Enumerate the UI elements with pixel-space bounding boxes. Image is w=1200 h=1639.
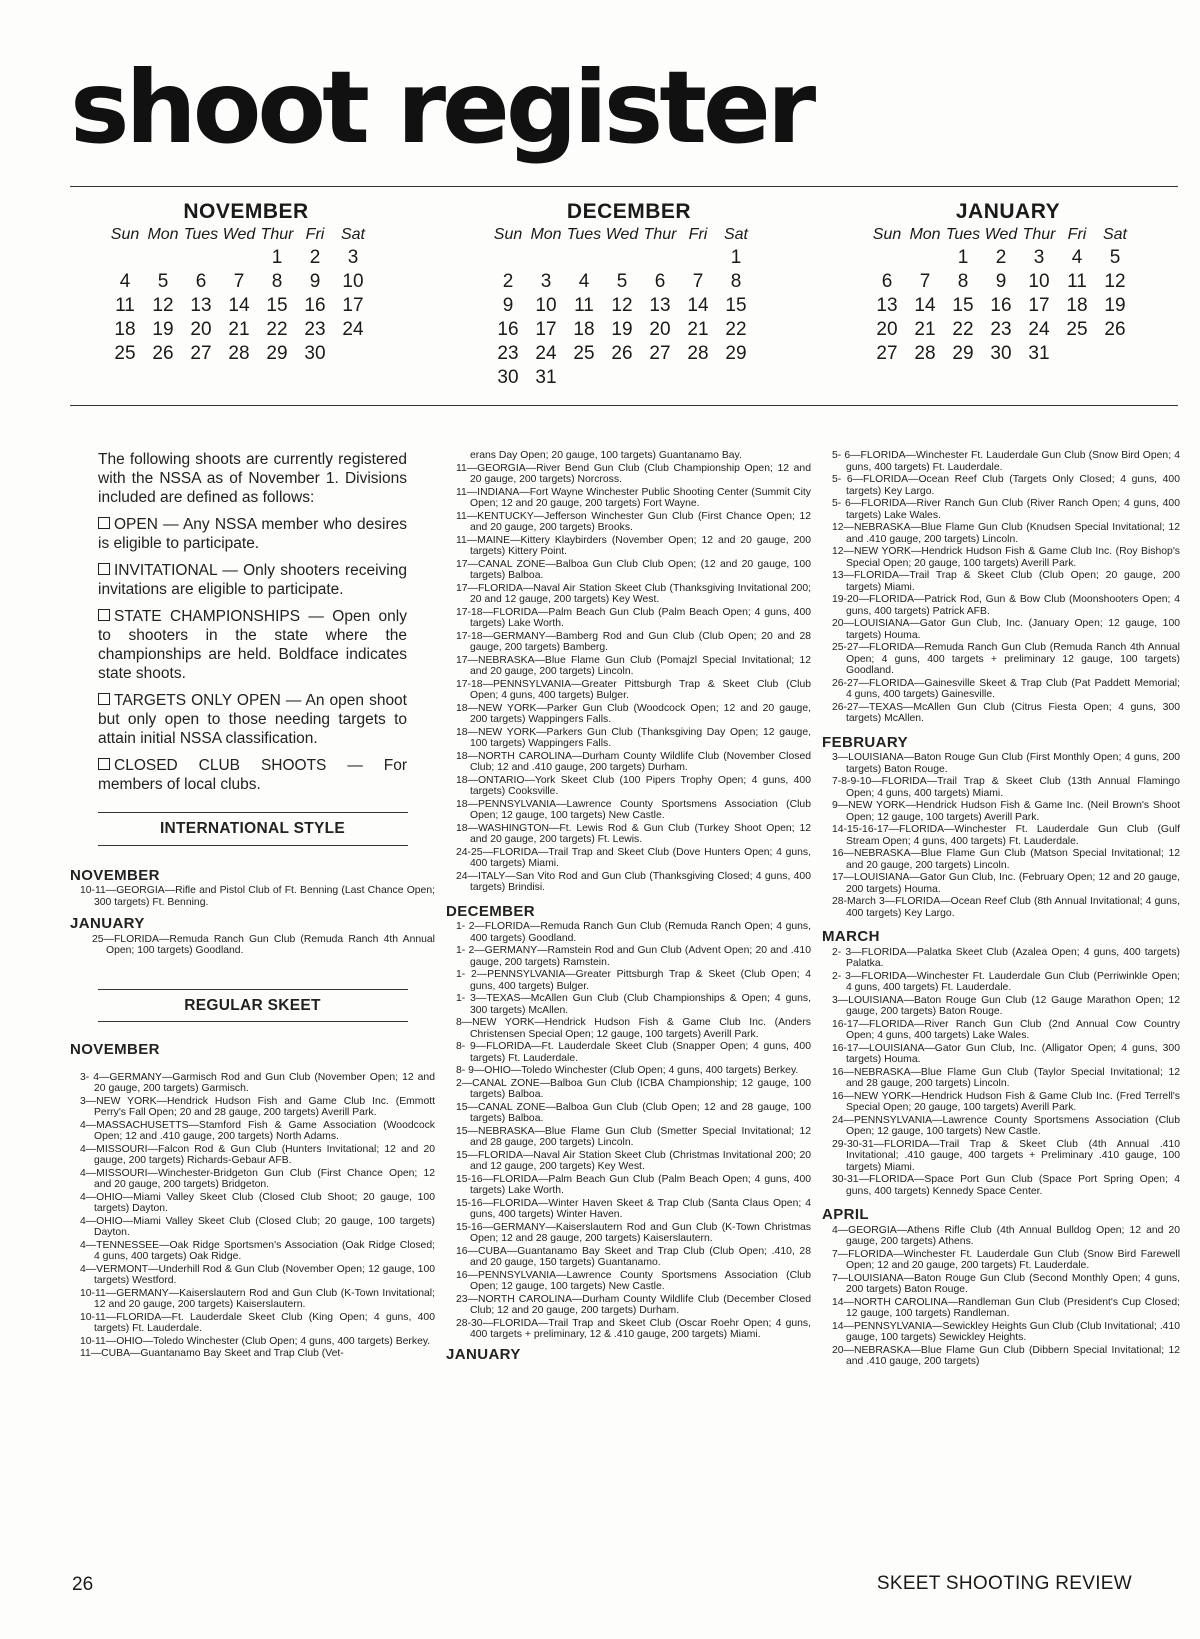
list-item: 16—NEBRASKA—Blue Flame Gun Club (Matson Special Invitational; 12 and 20 gauge, 200 targets) Lincoln. xyxy=(832,848,1180,871)
calendar-day: 1 xyxy=(730,247,742,268)
list-item: 12—NEBRASKA—Blue Flame Gun Club (Knudsen Special Invitational; 12 and .410 gauge, 200 targets) Lincoln. xyxy=(832,522,1180,545)
list-item: 11—MAINE—Kittery Klaybirders (November Open; 12 and 20 gauge, 200 targets) Kittery Point. xyxy=(456,534,811,557)
calendar-day: 15 xyxy=(266,295,288,316)
weekday-label: Sun xyxy=(872,226,902,243)
calendar-day: 28 xyxy=(687,343,709,364)
list-item: 10-11—FLORIDA—Ft. Lauderdale Skeet Club (King Open; 4 guns, 400 targets) Ft. Lauderdale. xyxy=(80,1311,435,1334)
calendar-day xyxy=(603,246,641,270)
magazine-name: SKEET SHOOTING REVIEW xyxy=(876,1573,1132,1594)
calendar-day: 18 xyxy=(1066,295,1088,316)
calendar-day: 20 xyxy=(190,319,212,340)
list-item: 18—NORTH CAROLINA—Durham County Wildlife Club (November Closed Club; 12 and .410 gauge, 200 targets) Durham. xyxy=(456,750,811,773)
list-item: 4—OHIO—Miami Valley Skeet Club (Closed Club; 20 gauge, 100 targets) Dayton. xyxy=(80,1215,435,1238)
category-invitational: INVITATIONAL — Only shooters receiving invitations are eligible to participate. xyxy=(98,562,407,598)
calendar-day: 14 xyxy=(687,295,709,316)
list-item: 7-8-9-10—FLORIDA—Trail Trap & Skeet Club (13th Annual Flamingo Open; 4 guns, 400 targets) Miami. xyxy=(832,776,1180,799)
calendar-day: 8 xyxy=(271,271,283,292)
list-item: 3—LOUISIANA—Baton Rouge Gun Club (12 Gauge Marathon Open; 12 gauge, 200 targets) Baton Rouge. xyxy=(832,994,1180,1017)
calendar-day xyxy=(220,246,258,270)
weekday-label: Sun xyxy=(110,226,140,243)
weekday-label: Thur xyxy=(643,226,677,243)
calendar-day: 4 xyxy=(119,271,131,292)
calendar-day-grid xyxy=(489,246,769,390)
intro-text: The following shoots are currently registered with the NSSA as of November 1. Divisions included are defined as follows: xyxy=(98,451,407,506)
calendar-day: 10 xyxy=(1028,271,1050,292)
calendar-day: 27 xyxy=(876,343,898,364)
column-1 xyxy=(70,450,435,1361)
list-item: 1- 2—GERMANY—Ramstein Rod and Gun Club (Advent Open; 20 and .410 gauge, 200 targets) Ramstein. xyxy=(456,945,811,968)
calendar-day: 7 xyxy=(233,271,245,292)
calendar-day: 6 xyxy=(881,271,893,292)
calendar-day: 14 xyxy=(228,295,250,316)
calendar-day: 15 xyxy=(952,295,974,316)
list-item: 18—NEW YORK—Parker Gun Club (Woodcock Open; 12 and 20 gauge, 200 targets) Wappingers Falls. xyxy=(456,702,811,725)
calendar-day: 26 xyxy=(611,343,633,364)
month-heading: DECEMBER xyxy=(446,902,536,920)
list-item: 28-30—FLORIDA—Trail Trap and Skeet Club (Oscar Roehr Open; 4 guns, 400 targets + preliminary, 12 & .410 gauge, 200 targets) Miami. xyxy=(456,1317,811,1340)
list-item: 8—NEW YORK—Hendrick Hudson Fish & Game Club Inc. (Anders Christensen Special Open; 12 gauge, 100 targets) Averill Park. xyxy=(456,1017,811,1040)
calendar-day xyxy=(603,366,641,390)
list-item: 4—MISSOURI—Falcon Rod & Gun Club (Hunters Invitational; 12 and 20 gauge, 200 targets) Richards-Gebaur AFB. xyxy=(80,1143,435,1166)
weekday-label: Mon xyxy=(530,226,562,243)
calendar-day: 13 xyxy=(190,295,212,316)
weekday-label: Wed xyxy=(984,226,1018,243)
month-heading: JANUARY xyxy=(446,1345,521,1363)
calendar-day: 26 xyxy=(152,343,174,364)
category-state: STATE CHAMPIONSHIPS — Open only to shooters in the state where the championships are held. Boldface indicates state shoots. xyxy=(98,608,407,682)
calendar-weekday-row xyxy=(868,226,1148,244)
calendar-day: 8 xyxy=(730,271,742,292)
entry-list-col2-nov xyxy=(446,463,811,894)
calendar-day xyxy=(868,246,906,270)
list-item: 3—NEW YORK—Hendrick Hudson Fish and Game Club Inc. (Emmott Perry's Fall Open; 20 and 28 gauge, 200 targets) Averill Park. xyxy=(80,1095,435,1118)
column-3 xyxy=(822,450,1180,1369)
calendar-day: 5 xyxy=(157,271,169,292)
top-divider xyxy=(70,186,1178,187)
calendar-day: 13 xyxy=(876,295,898,316)
calendar-day: 29 xyxy=(952,343,974,364)
calendar-day: 23 xyxy=(304,319,326,340)
list-item: 10-11—GERMANY—Kaiserslautern Rod and Gun Club (K-Town Invitational; 12 and 20 gauge, 200 targets) Kaiserslautern. xyxy=(80,1287,435,1310)
calendar-day xyxy=(641,246,679,270)
calendar-day: 11 xyxy=(574,295,594,316)
list-item: 8- 9—FLORIDA—Ft. Lauderdale Skeet Club (Snapper Open; 4 guns, 400 targets) Ft. Lauderdale. xyxy=(456,1041,811,1064)
calendar-day: 28 xyxy=(914,343,936,364)
calendar-day: 7 xyxy=(919,271,931,292)
calendar-day: 5 xyxy=(616,271,628,292)
calendar-day: 11 xyxy=(1067,271,1087,292)
list-item: 3—LOUISIANA—Baton Rouge Gun Club (First Monthly Open; 4 guns, 200 targets) Baton Rouge. xyxy=(832,752,1180,775)
calendar-day xyxy=(641,366,679,390)
calendar-day: 5 xyxy=(1109,247,1121,268)
list-item: 14—NORTH CAROLINA—Randleman Gun Club (President's Cup Closed; 12 gauge, 100 targets) Randleman. xyxy=(832,1296,1180,1319)
list-item: 11—CUBA—Guantanamo Bay Skeet and Trap Club (Vet- xyxy=(80,1348,344,1359)
category-open: OPEN — Any NSSA member who desires is eligible to participate. xyxy=(98,516,407,552)
list-item: 23—NORTH CAROLINA—Durham County Wildlife Club (December Closed Club; 12 and 20 gauge, 200 targets) Durham. xyxy=(456,1293,811,1316)
calendar-day: 3 xyxy=(1033,247,1045,268)
calendar-weekday-row xyxy=(106,226,386,244)
month-heading: APRIL xyxy=(822,1206,869,1223)
list-item: 16—PENNSYLVANIA—Lawrence County Sportsmens Association (Club Open; 12 gauge, 100 targets) New Castle. xyxy=(456,1269,811,1292)
list-item: 4—TENNESSEE—Oak Ridge Sportsmen's Association (Oak Ridge Closed; 4 guns, 400 targets) Oak Ridge. xyxy=(80,1239,435,1262)
list-item: 1- 2—PENNSYLVANIA—Greater Pittsburgh Trap & Skeet (Club Open; 4 guns, 400 targets) Bulger. xyxy=(456,969,811,992)
month-heading: MARCH xyxy=(822,928,880,945)
calendar-weekday-row xyxy=(489,226,769,244)
calendar-day: 12 xyxy=(1104,271,1126,292)
calendar-day: 22 xyxy=(952,319,974,340)
list-item: 4—GEORGIA—Athens Rifle Club (4th Annual Bulldog Open; 12 and 20 gauge, 200 targets) Athens. xyxy=(832,1224,1180,1247)
calendar-day: 17 xyxy=(1028,295,1050,316)
calendar-day: 7 xyxy=(692,271,704,292)
calendar-day: 3 xyxy=(540,271,552,292)
entry-list-col3-jan xyxy=(822,450,1180,725)
calendar-day: 10 xyxy=(342,271,364,292)
calendar-day-grid xyxy=(868,246,1148,366)
list-item: 19-20—FLORIDA—Patrick Rod, Gun & Bow Club (Moonshooters Open; 4 guns, 400 targets) Patrick AFB. xyxy=(832,594,1180,617)
calendar-day xyxy=(906,246,944,270)
checkbox-icon xyxy=(98,563,110,575)
weekday-label: Fri xyxy=(305,226,325,243)
list-item: 20—LOUISIANA—Gator Gun Club, Inc. (January Open; 12 gauge, 100 targets) Houma. xyxy=(832,618,1180,641)
entry-list-col1 xyxy=(70,1072,435,1360)
list-item: 7—LOUISIANA—Baton Rouge Gun Club (Second Monthly Open; 4 guns, 200 targets) Baton Rouge. xyxy=(832,1272,1180,1295)
calendar-day: 18 xyxy=(114,319,136,340)
section-title-international: INTERNATIONAL STYLE xyxy=(159,820,346,837)
calendar-november xyxy=(106,200,386,366)
list-item: 4—OHIO—Miami Valley Skeet Club (Closed Club Shoot; 20 gauge, 100 targets) Dayton. xyxy=(80,1191,435,1214)
month-heading: FEBRUARY xyxy=(822,733,908,751)
list-item: 5- 6—FLORIDA—River Ranch Gun Club (River Ranch Open; 4 guns, 400 targets) Lake Wales. xyxy=(832,498,1180,521)
calendar-day: 24 xyxy=(342,319,364,340)
list-item: 4—VERMONT—Underhill Rod & Gun Club (November Open; 12 gauge, 100 targets) Westford. xyxy=(80,1263,435,1286)
calendar-day: 16 xyxy=(497,319,519,340)
calendar-day: 9 xyxy=(995,271,1007,292)
weekday-label: Fri xyxy=(688,226,708,243)
calendar-day: 3 xyxy=(347,247,359,268)
calendar-month-name: NOVEMBER xyxy=(183,200,309,223)
calendar-day: 16 xyxy=(990,295,1012,316)
list-item: 10-11—GEORGIA—Rifle and Pistol Club of Ft. Benning (Last Chance Open; 300 targets) Ft. Benning. xyxy=(80,885,435,908)
list-item: 16—NEW YORK—Hendrick Hudson Fish & Game Club Inc. (Fred Terrell's Special Open; 20 gauge, 100 targets) Averill Park. xyxy=(832,1090,1180,1113)
weekday-label: Thur xyxy=(260,226,294,243)
calendar-day: 4 xyxy=(1071,247,1083,268)
weekday-label: Thur xyxy=(1022,226,1056,243)
list-item: 3- 4—GERMANY—Garmisch Rod and Gun Club (November Open; 12 and 20 gauge, 200 targets) Garmisch. xyxy=(80,1071,435,1094)
list-item: 25—FLORIDA—Remuda Ranch Gun Club (Remuda Ranch 4th Annual Open; 100 targets) Goodland. xyxy=(92,933,435,956)
calendar-month-name: DECEMBER xyxy=(566,200,692,223)
month-heading: NOVEMBER xyxy=(70,1041,160,1058)
calendar-day: 6 xyxy=(654,271,666,292)
list-item: 28-March 3—FLORIDA—Ocean Reef Club (8th Annual Invitational; 4 guns, 400 targets) Key Largo. xyxy=(832,896,1180,919)
calendar-day: 13 xyxy=(649,295,671,316)
calendar-day xyxy=(1096,342,1134,366)
calendar-day: 8 xyxy=(957,271,969,292)
list-item: 11—KENTUCKY—Jefferson Winchester Gun Club (First Chance Open; 12 and 20 gauge, 200 targets) Brooks. xyxy=(456,510,811,533)
weekday-label: Sat xyxy=(723,226,748,243)
list-item: 24—ITALY—San Vito Rod and Gun Club (Thanksgiving Closed; 4 guns, 400 targets) Brindisi. xyxy=(456,870,811,893)
category-closed-club: CLOSED CLUB SHOOTS — For members of local clubs. xyxy=(98,757,407,793)
list-item: 26-27—FLORIDA—Gainesville Skeet & Trap Club (Pat Paddett Memorial; 4 guns, 400 targets) Gainesville. xyxy=(832,677,1180,700)
calendar-day: 25 xyxy=(1066,319,1088,340)
list-item: 26-27—TEXAS—McAllen Gun Club (Citrus Fiesta Open; 4 guns, 300 targets) McAllen. xyxy=(832,701,1180,724)
calendar-day: 2 xyxy=(995,247,1007,268)
weekday-label: Tues xyxy=(183,226,219,243)
list-item: 2- 3—FLORIDA—Palatka Skeet Club (Azalea Open; 4 guns, 400 targets) Palatka. xyxy=(832,946,1180,969)
entry-list-col3-mar xyxy=(822,947,1180,1198)
calendar-day: 21 xyxy=(228,319,250,340)
calendar-day xyxy=(1058,342,1096,366)
list-item: 14-15-16-17—FLORIDA—Winchester Ft. Lauderdale Gun Club (Gulf Stream Open; 4 guns, 400 targets) Ft. Lauderdale. xyxy=(832,824,1180,847)
list-item: 5- 6—FLORIDA—Winchester Ft. Lauderdale Gun Club (Snow Bird Open; 4 guns, 400 targets) Ft. Lauderdale. xyxy=(832,450,1180,473)
weekday-label: Wed xyxy=(222,226,256,243)
calendar-day: 30 xyxy=(990,343,1012,364)
calendar-day: 17 xyxy=(535,319,557,340)
calendar-day: 16 xyxy=(304,295,326,316)
month-heading: NOVEMBER xyxy=(70,866,160,884)
weekday-label: Mon xyxy=(147,226,179,243)
calendar-day: 27 xyxy=(190,343,212,364)
list-item: 1- 2—FLORIDA—Remuda Ranch Gun Club (Remuda Ranch Open; 4 guns, 400 targets) Goodland. xyxy=(456,921,811,944)
calendar-day xyxy=(144,246,182,270)
divider xyxy=(98,812,408,813)
list-item: 11—INDIANA—Fort Wayne Winchester Public Shooting Center (Summit City Open; 12 and 20 gauge, 200 targets) Fort Wayne. xyxy=(456,486,811,509)
list-item: 15—CANAL ZONE—Balboa Gun Club (Club Open; 12 and 28 gauge, 100 targets) Balboa. xyxy=(456,1101,811,1124)
divider xyxy=(98,989,408,990)
calendar-day: 2 xyxy=(502,271,514,292)
calendar-bottom-divider xyxy=(70,405,1178,406)
section-title-regular: REGULAR SKEET xyxy=(184,996,321,1014)
list-item: 8- 9—OHIO—Toledo Winchester (Club Open; 4 guns, 400 targets) Berkey. xyxy=(456,1065,799,1076)
list-item: 15-16—GERMANY—Kaiserslautern Rod and Gun Club (K-Town Christmas Open; 12 and 28 gauge, 200 targets) Kaiserslautern. xyxy=(456,1221,811,1244)
calendar-day: 19 xyxy=(152,319,174,340)
calendar-day: 29 xyxy=(725,343,747,364)
list-item: 2- 3—FLORIDA—Winchester Ft. Lauderdale Gun Club (Perriwinkle Open; 4 guns, 400 targets) Ft. Lauderdale. xyxy=(832,970,1180,993)
list-item: 16—NEBRASKA—Blue Flame Gun Club (Taylor Special Invitational; 12 and 28 gauge, 200 targets) Lincoln. xyxy=(832,1066,1180,1089)
list-item: 20—NEBRASKA—Blue Flame Gun Club (Dibbern Special Invitational; 12 and .410 gauge, 200 targets) xyxy=(832,1344,1180,1367)
calendar-day: 25 xyxy=(114,343,136,364)
calendar-day: 26 xyxy=(1104,319,1126,340)
calendar-day: 21 xyxy=(914,319,936,340)
list-item: 25-27—FLORIDA—Remuda Ranch Gun Club (Remuda Ranch 4th Annual Open; 4 guns, 400 targets + preliminary 12 gauge, 100 targets) Goodland. xyxy=(832,642,1180,676)
column-2 xyxy=(446,450,811,1364)
calendar-day: 28 xyxy=(228,343,250,364)
calendar-day xyxy=(182,246,220,270)
calendar-day: 19 xyxy=(1104,295,1126,316)
calendar-day: 24 xyxy=(535,343,557,364)
entry-list-col3-apr xyxy=(822,1225,1180,1368)
calendar-day: 22 xyxy=(266,319,288,340)
weekday-label: Wed xyxy=(605,226,639,243)
list-item: 17—NEBRASKA—Blue Flame Gun Club (Pomajzl Special Invitational; 12 and 20 gauge, 200 targets) Lincoln. xyxy=(456,654,811,677)
calendar-day: 25 xyxy=(573,343,595,364)
list-item: 15—FLORIDA—Naval Air Station Skeet Club (Christmas Invitational 200; 20 and 12 gauge, 200 targets) Key West. xyxy=(456,1149,811,1172)
list-item: 15—NEBRASKA—Blue Flame Gun Club (Smetter Special Invitational; 12 and 28 gauge, 200 targets) Lincoln. xyxy=(456,1125,811,1148)
calendar-day: 1 xyxy=(271,247,283,268)
weekday-label: Sat xyxy=(340,226,365,243)
list-item: 17—LOUISIANA—Gator Gun Club, Inc. (February Open; 12 and 20 gauge, 200 targets) Houma. xyxy=(832,872,1180,895)
list-item: 12—NEW YORK—Hendrick Hudson Fish & Game Club Inc. (Roy Bishop's Special Open; 20 gauge, 100 targets) Averill Park. xyxy=(832,546,1180,569)
weekday-label: Fri xyxy=(1067,226,1087,243)
calendar-day xyxy=(489,246,527,270)
calendar-day: 30 xyxy=(497,367,519,388)
list-item: 30-31—FLORIDA—Space Port Gun Club (Space Port Spring Open; 4 guns, 400 targets) Kennedy Space Center. xyxy=(832,1174,1180,1197)
list-item: 9—NEW YORK—Hendrick Hudson Fish & Game Inc. (Neil Brown's Shoot Open; 12 gauge, 100 targets) Averill Park. xyxy=(832,800,1180,823)
weekday-label: Tues xyxy=(566,226,602,243)
list-item: 29-30-31—FLORIDA—Trail Trap & Skeet Club (4th Annual .410 Invitational; .410 gauge, 400 targets + Preliminary .410 gauge, 100 targets) Miami. xyxy=(832,1138,1180,1173)
calendar-day xyxy=(106,246,144,270)
calendar-day: 29 xyxy=(266,343,288,364)
list-item: 4—MASSACHUSETTS—Stamford Fish & Game Association (Woodcock Open; 12 and .410 gauge, 200 targets) North Adams. xyxy=(80,1119,435,1142)
checkbox-icon xyxy=(98,517,110,529)
list-item: 24—PENNSYLVANIA—Lawrence County Sportsmens Association (Club Open; 12 gauge, 100 targets) New Castle. xyxy=(832,1114,1180,1137)
list-item: 7—FLORIDA—Winchester Ft. Lauderdale Gun Club (Snow Bird Farewell Open; 12 and 20 gauge, 200 targets) Ft. Lauderdale. xyxy=(832,1248,1180,1271)
calendar-day: 10 xyxy=(535,295,557,316)
checkbox-icon xyxy=(98,693,110,705)
month-heading: JANUARY xyxy=(70,915,145,932)
calendar-day: 12 xyxy=(611,295,633,316)
calendar-day xyxy=(334,342,372,366)
calendar-day xyxy=(679,366,717,390)
calendar-january xyxy=(868,200,1148,366)
list-item: 16-17—FLORIDA—River Ranch Gun Club (2nd Annual Cow Country Open; 4 guns, 400 targets) Lake Wales. xyxy=(832,1018,1180,1041)
calendar-day-grid xyxy=(106,246,386,366)
calendar-day xyxy=(565,366,603,390)
list-item: 17-18—PENNSYLVANIA—Greater Pittsburgh Trap & Skeet Club (Club Open; 4 guns, 400 targets) Bulger. xyxy=(456,678,811,701)
intro-block xyxy=(70,450,435,794)
calendar-day: 31 xyxy=(1028,343,1050,364)
list-item: 16—CUBA—Guantanamo Bay Skeet and Trap Club (Club Open; .410, 28 and 20 gauge, 150 targets) Guantanamo. xyxy=(456,1245,811,1268)
weekday-label: Tues xyxy=(945,226,981,243)
calendar-day: 12 xyxy=(152,295,174,316)
calendar-day: 18 xyxy=(573,319,595,340)
calendar-day: 4 xyxy=(578,271,590,292)
list-item: 14—PENNSYLVANIA—Sewickley Heights Gun Club (Club Invitational; .410 gauge, 100 targets) Sewickley Heights. xyxy=(832,1320,1180,1343)
calendar-day: 15 xyxy=(725,295,747,316)
calendar-day: 22 xyxy=(725,319,747,340)
calendar-december xyxy=(489,200,769,390)
checkbox-icon xyxy=(98,758,110,770)
list-item: 10-11—OHIO—Toledo Winchester (Club Open; 4 guns, 400 targets) Berkey. xyxy=(80,1335,431,1347)
list-item: 18—NEW YORK—Parkers Gun Club (Thanksgiving Day Open; 12 gauge, 100 targets) Wappingers Falls. xyxy=(456,726,811,749)
calendar-day: 20 xyxy=(649,319,671,340)
calendar-day: 23 xyxy=(497,343,519,364)
entry-list-col3-feb xyxy=(822,752,1180,919)
weekday-label: Sat xyxy=(1102,226,1127,243)
entry-list-col2-dec xyxy=(446,921,811,1341)
calendar-day: 27 xyxy=(649,343,671,364)
calendar-day: 11 xyxy=(115,295,135,316)
list-item: 16-17—LOUISIANA—Gator Gun Club, Inc. (Alligator Open; 4 guns, 300 targets) Houma. xyxy=(832,1042,1180,1065)
list-item: 18—PENNSYLVANIA—Lawrence County Sportsmens Association (Club Open; 12 gauge, 100 targets) New Castle. xyxy=(456,798,811,821)
list-item: 17—FLORIDA—Naval Air Station Skeet Club (Thanksgiving Invitational 200; 20 and 12 gauge, 200 targets) Key West. xyxy=(456,582,811,605)
list-item: 15-16—FLORIDA—Palm Beach Gun Club (Palm Beach Open; 4 guns, 400 targets) Lake Worth. xyxy=(456,1173,811,1196)
divider xyxy=(98,845,408,846)
calendar-day: 21 xyxy=(687,319,709,340)
calendar-day: 17 xyxy=(342,295,364,316)
weekday-label: Mon xyxy=(909,226,941,243)
category-targets-only: TARGETS ONLY OPEN — An open shoot but only open to those needing targets to attain initial NSSA classification. xyxy=(98,692,407,747)
list-item: 15-16—FLORIDA—Winter Haven Skeet & Trap Club (Santa Claus Open; 4 guns, 400 targets) Winter Haven. xyxy=(456,1197,811,1220)
calendar-day: 2 xyxy=(309,247,321,268)
list-item: 17—CANAL ZONE—Balboa Gun Club Club Open; (12 and 20 gauge, 100 targets) Balboa. xyxy=(456,558,811,581)
list-item: 18—WASHINGTON—Ft. Lewis Rod & Gun Club (Turkey Shoot Open; 12 and 20 gauge, 200 targets) Ft. Lewis. xyxy=(456,822,811,845)
calendar-day: 20 xyxy=(876,319,898,340)
calendar-day: 30 xyxy=(304,343,326,364)
list-item: 4—MISSOURI—Winchester-Bridgeton Gun Club (First Chance Open; 12 and 20 gauge, 200 targets) Bridgeton. xyxy=(80,1167,435,1190)
list-item: 11—GEORGIA—River Bend Gun Club (Club Championship Open; 12 and 20 gauge, 200 targets) Norcross. xyxy=(456,462,811,485)
list-item: 24-25—FLORIDA—Trail Trap and Skeet Club (Dove Hunters Open; 4 guns, 400 targets) Miami. xyxy=(456,846,811,869)
page-title: shoot register xyxy=(70,49,813,166)
calendar-day: 9 xyxy=(309,271,321,292)
calendar-day: 1 xyxy=(957,247,969,268)
calendar-day: 24 xyxy=(1028,319,1050,340)
list-item: 1- 3—TEXAS—McAllen Gun Club (Club Championships & Open; 4 guns, 300 targets) McAllen. xyxy=(456,993,811,1016)
calendar-day: 23 xyxy=(990,319,1012,340)
list-item: 5- 6—FLORIDA—Ocean Reef Club (Targets Only Closed; 4 guns, 400 targets) Key Largo. xyxy=(832,474,1180,497)
calendar-day: 14 xyxy=(914,295,936,316)
calendar-day: 19 xyxy=(611,319,633,340)
list-item: erans Day Open; 20 gauge, 100 targets) Guantanamo Bay. xyxy=(470,450,742,461)
list-item: 18—ONTARIO—York Skeet Club (100 Pipers Trophy Open; 4 guns, 400 targets) Cooksville. xyxy=(456,774,811,797)
calendar-day xyxy=(527,246,565,270)
divider xyxy=(98,1021,408,1022)
list-item: 17-18—GERMANY—Bamberg Rod and Gun Club (Club Open; 20 and 28 gauge, 200 targets) Bamberg. xyxy=(456,630,811,653)
checkbox-icon xyxy=(98,609,110,621)
page-number: 26 xyxy=(72,1574,94,1595)
calendar-month-name: JANUARY xyxy=(955,200,1061,223)
calendar-day xyxy=(679,246,717,270)
list-item: 13—FLORIDA—Trail Trap & Skeet Club (Club Open; 20 gauge, 200 targets) Miami. xyxy=(832,570,1180,593)
list-item: 2—CANAL ZONE—Balboa Gun Club (ICBA Championship; 12 gauge, 100 targets) Balboa. xyxy=(456,1077,811,1100)
calendar-day xyxy=(717,366,755,390)
calendar-day: 9 xyxy=(502,295,514,316)
calendar-day: 31 xyxy=(535,367,557,388)
calendar-day: 6 xyxy=(195,271,207,292)
calendar-day xyxy=(565,246,603,270)
weekday-label: Sun xyxy=(493,226,523,243)
list-item: 17-18—FLORIDA—Palm Beach Gun Club (Palm Beach Open; 4 guns, 400 targets) Lake Worth. xyxy=(456,606,811,629)
